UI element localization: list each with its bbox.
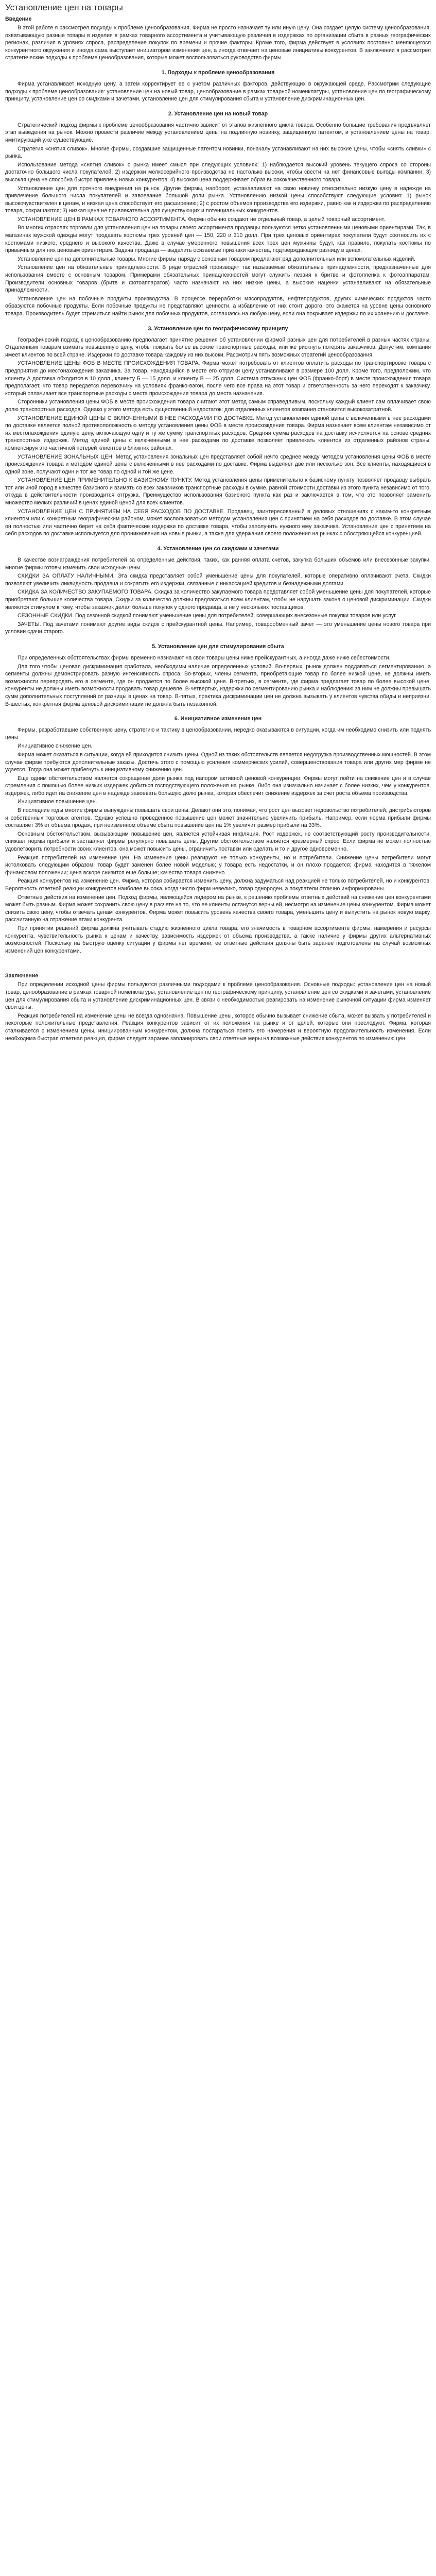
paragraph: УСТАНОВЛЕНИЕ ЗОНАЛЬНЫХ ЦЕН. Метод установления зональных цен представляет собой нечто среднее между методом установления цены ФОБ в месте происхождения товара и методом единой цены с включенными в нее расходами по доставке. Фирма выделяет две или несколько зон. Все клиенты, находящиеся в одной зоне, получают один и тот же товар по одной и той же цене. — [5, 453, 431, 475]
paragraph: УСТАНОВЛЕНИЕ ЦЕН В РАМКАХ ТОВАРНОГО АССОРТИМЕНТА. Фирмы обычно создают не отдельный товар, а целый товарный ассортимент. — [18, 216, 386, 223]
paragraph: УСТАНОВЛЕНИЕ ЦЕН ПРИМЕНИТЕЛЬНО К БАЗИСНОМУ ПУНКТУ. Метод установления цены применительно к базисному пункту позволяет продавцу выбрать тот или иной город в качестве базисного и взимать со всех заказчиков транспортные расходы в сумме, равной стоимости доставки из этого пункта независимо от того, откуда в действительности производится отгрузка. Преимущество использования базисного пункта как раз и заключается в том, что это позволяет заменить множество мелких различий в ценах единой ценой для всех клиентов. — [5, 477, 431, 506]
paragraph: СКИДКА ЗА КОЛИЧЕСТВО ЗАКУПАЕМОГО ТОВАРА. Скидка за количество закупаемого товара представляет собой уменьшение цены для покупателей, которые приобретают большие количества товара. Скидки за количество должны предлагаться всем клиентам, чтобы не нарушать закона о ценовой дискриминации. Скидки являются стимулом к тому, чтобы заказчик делал больше покупок у одного продавца, а не у нескольких поставщиков. — [5, 589, 431, 611]
paragraph: Установление цен на дополнительные товары. Многие фирмы наряду с основным товаром предлагают ряд дополнительных или вспомогательных изделий. — [18, 256, 415, 262]
paragraph: Фирмы, разработавшие собственную цену, стратегию и тактику в ценообразовании, нередко оказываются в ситуации, когда им необходимо снизить или поднять цены. — [5, 727, 431, 741]
paragraph: Основным обстоятельством, вызывающим повышение цен, является устойчивая инфляция. Рост издержек, не соответствующий росту производительности, снижает нормы прибыли и заставляет фирмы регулярно повышать цены. Другим обстоятельством является чрезмерный спрос. Если фирма не может полностью удовлетворить потребности своих клиентов, она может повысить цены, ограничить поставки или сделать и то и другое одновременно. — [5, 831, 431, 853]
paragraph: Фирма может оказаться в ситуации, когда ей приходится снизить цены. Одной из таких обстоятельств является недогрузка производственных мощностей. В этом случае фирме требуются дополнительные заказы. Достичь этого с помощью усиления коммерческих усилий, совершенствования товара или других мер фирме не удается. Тогда она может прибегнуть к инициативному снижению цен. — [5, 751, 431, 773]
paragraph: В последние годы многие фирмы вынуждены повышать свои цены. Делают они это, понимая, что рост цен вызовет недовольство потребителей, дистрибьюторов и собственных торговых агентов. Однако успешно проведенное повышение цен может значительно увеличить прибыль. Например, если норма прибыли фирмы составляет 3% от объема продаж, при неизменном объеме сбыта повышение цен на 1% увеличит размер прибыли на 33%. — [5, 807, 431, 829]
paragraph: Еще одним обстоятельством является сокращение доли рынка под напором активной ценовой конкуренции. Фирмы могут пойти на снижение цен и в случае стремления с помощью более низких издержек добиться господствующего положения на рынке. Либо она изначально начинает с более низких, чем у конкурентов, издержек, либо идет на снижение цен в надежде завоевать большую долю рынка, которая обеспечит снижение издержек за счет роста объема производства. — [5, 775, 431, 796]
section-heading: 6. Инициативное изменение цен — [174, 716, 262, 722]
section-heading: 2. Установление цен на новый товар — [168, 110, 268, 117]
paragraph: Фирма устанавливает исходную цену, а затем корректирует ее с учетом различных факторов, действующих в окружающей среде. Рассмотрим следующие подходы к проблеме ценообразования: установление цен на новый товар, ценообразование в рамках товарной номенклатуры, установление цен по географическому принципу, установление цен со скидками и зачетами, установление цен для стимулирования сбыта и установление дискриминационных цен. — [5, 80, 431, 103]
section-heading: 3. Установление цен по географическому принципу — [148, 325, 288, 332]
paragraph: В качестве вознаграждения потребителей за определенные действия, таких, как ранняя оплата счетов, закупка больших объемов или внесезонные закупки, многие фирмы готовы изменить свои исходные цены. — [5, 557, 431, 571]
section-heading: 5. Установление цен для стимулирования сбыта — [152, 643, 284, 650]
paragraph: Использование метода «снятия сливок» с рынка имеет смысл при следующих условиях: 1) наблюдается высокий уровень текущего спроса со стороны достаточно большого числа покупателей; 2) издержки мелкосерийного производства не настолько высоки, чтобы свести на нет финансовые выгоды компании; 3) высокая цена не способна быстро привлечь новых конкурентов; 4) высокая цена поддерживает образ высококачественного товара. — [5, 161, 431, 183]
paragraph: При определении исходной цены фирмы пользуются различными подходами к проблеме ценообразования. Основные подходы: установление цен на новый товар, ценообразование в рамках товарной номенклатуры, установление цен по географическому принципу, установление цен со скидками и зачетами, установление цен для стимулирования сбыта и установление дискриминационных цен. В связи с необходимостью реагировать на изменение рыночной ситуации фирма изменяет свои цены. — [5, 981, 431, 1011]
paragraph: Реакция конкурентов на изменение цен. Фирма, которая собирается изменить цену, должна задуматься над реакцией не только потребителей, но и конкурентов. Вероятность ответной реакции конкурентов наиболее высока, когда число фирм невелико, товар однороден, а покупатели отлично информированы. — [5, 878, 431, 892]
paragraph: УСТАНОВЛЕНИЕ ЦЕН С ПРИНЯТИЕМ НА СЕБЯ РАСХОДОВ ПО ДОСТАВКЕ. Продавец, заинтересованный в деловых отношениях с каким-то конкретным клиентом или с конкретным географическим районом, может воспользоваться методом установления цен с принятием на себя расходов по доставке. В этом случае он полностью или частично берет на себя фактические издержки по доставке товара, чтобы заполучить нужного ему заказчика. Установление цен с принятием на себя расходов по доставке используется для проникновения на новые рынки, а также для удержания своего положения на рынках с обостряющейся конкуренцией. — [5, 508, 431, 537]
document — [0, 0, 436, 1054]
paragraph: Реакция потребителей на изменение цен. На изменение цены реагируют не только конкуренты, но и потребители. Снижение цены потребители могут истолковать следующим образом: товар будет заменен более новой моделью; у товара есть недостатки, и он плохо продается; фирма находится в тяжелом финансовом положении; цена вскоре снизится еще больше; качество товара снижено. — [5, 854, 431, 876]
section-heading: 4. Установление цен со скидками и зачетами — [157, 546, 279, 552]
paragraph: Реакция потребителей на изменение цены не всегда однозначна. Повышение цены, которое обычно вызывает снижение сбыта, может вызвать у потребителей и некоторые положительные представления. Реакция конкурентов зависит от их положения на рынке и от целей, которые они преследуют. Фирма, которая сталкивается с изменением цены, инициированным конкурентом, должна постараться понять его намерения и вероятную продолжительность изменения. Если необходима быстрая ответная реакция, фирме следует заранее запланировать свои ответные меры на возможные действия конкурентов по изменению цен. — [5, 1012, 431, 1042]
paragraph: Для того чтобы ценовая дискриминация сработала, необходимы наличие определенных условий. Во-первых, рынок должен поддаваться сегментированию, а сегменты должны демонстрировать разную интенсивность спроса. Во-вторых, члены сегмента, приобретающие товар по более низкой цене, не должны иметь возможности перепродать его в сегменте, где он продается по более высокой цене. В-третьих, в сегменте, где фирма предлагает товар по более высокой цене, конкуренты не должны иметь возможности продавать товар дешевле. В-четвертых, издержки по сегментированию рынка и наблюдению за ним не должны превышать сумм дополнительных поступлений от разницы в ценах на товар. В-пятых, практика дискриминации цен не должна вызывать у клиентов чувства обиды и неприязни. В-шестых, конкретная форма ценовой дискриминации не должна быть незаконной. — [5, 663, 431, 707]
paragraph: Инициативное повышение цен. — [18, 799, 97, 805]
paragraph: Установление цен на побочные продукты производства. В процессе переработки мясопродуктов, нефтепродуктов, других химических продуктов часто образуются побочные продукты. Если побочные продукты не представляют ценности, а избавление от них стоит дорого, это скажется на уровне цены основного товара. Производитель будет стремиться найти рынок для побочных продуктов, соглашаясь на любую цену, если она покрывает издержки по их хранению и доставке. — [5, 295, 431, 317]
paragraph: Инициативное снижение цен. — [18, 743, 93, 750]
paragraph: Сторонники установления цены ФОБ в месте происхождения товара считают этот метод самым справедливым, поскольку каждый клиент сам оплачивает свою долю транспортных расходов. Однако у этого метода есть существенный недостаток: для отдаленных клиентов компания становится высокозатратной. — [5, 399, 431, 413]
paragraph: При определенных обстоятельствах фирмы временно назначают на свои товары цены ниже прейскурантных, а иногда даже ниже себестоимости. — [18, 654, 391, 661]
intro-heading: Введение — [5, 16, 32, 22]
page-title: Установление цен на товары — [5, 3, 123, 12]
paragraph: Установление цен на обязательные принадлежности. В ряде отраслей производят так называемые обязательные принадлежности, предназначенные для использования вместе с основным товаром. Примерами обязательных принадлежностей могут служить лезвия к бритве и фотопленка к фотоаппаратам. Производители основных товаров (бритв и фотоаппаратов) часто назначают на них низкие цены, а высокие наценки устанавливают на обязательные принадлежности. — [5, 264, 431, 294]
paragraph: Во многих отраслях торговли для установления цен на товары своего ассортимента продавцы пользуются четко установленными ценовыми ориентирами. Так, в магазинах мужской одежды могут продавать костюмы трех уровней цен — 150, 220 и 310 долл. При трех ценовых ориентирах покупатели будут соотносить их с костюмами низкого, среднего и высокого качества. Даже в случае умеренного повышения всех трех цен мужчины будут, как правило, покупать костюмы по привычным для них ценовым ориентирам. Задача продавца — выделить осязаемые признаки качества, подтверждающие разницу в ценах. — [5, 225, 431, 254]
paragraph: УСТАНОВЛЕНИЕ ЦЕНЫ ФОБ В МЕСТЕ ПРОИСХОЖДЕНИЯ ТОВАРА. Фирма может потребовать от клиентов оплатить расходы по транспортировке товара с предприятия до местонахождения заказчика. За товар, находящийся в месте его отгрузки цену устанавливают в размере 100 долл. Кроме того, предположим, что клиенту А доставка обходится в 10 долл., клиенту Б — 15 долл. и клиенту В — 25 долл. Система отпускных цен ФОБ (франко-борт) в месте происхождения товара предполагает, что товар передается перевозчику на условиях франко-вагон, после чего все права на этот товар и ответственность за него переходят к заказчику, который оплачивает все транспортные расходы с места происхождения товара до места назначения. — [5, 360, 431, 397]
paragraph: Стратегия «снятия сливок». Многие фирмы, создавшие защищенные патентом новинки, поначалу устанавливают на них высокие цены, чтобы «снять сливки» с рынка. — [5, 145, 431, 160]
paragraph: СЕЗОННЫЕ СКИДКИ. Под сезонной скидкой понимают уменьшение цены для потребителей, совершающих внесезонные покупки товаров или услуг. — [18, 613, 397, 619]
paragraph: Стратегический подход фирмы к проблеме ценообразования частично зависит от этапов жизненного цикла товара. Особенно большие требования предъявляет этап выведения на рынок. Можно провести различие между установлением цены на подлинную новинку, защищенную патентом, и установлением цены на товар, имитирующий уже существующие. — [5, 122, 431, 143]
paragraph: В этой работе я рассмотрел подходы к проблеме ценообразования. Фирма не просто назначает ту или иную цену. Она создает целую систему ценообразования, охватывающую разные товары в изделия в рамках товарного ассортимента и учитывающую различия в издержках по организации сбыта в разных географических регионах, различия в уровнях спроса, распределение покупок по времени и прочие факторы. Кроме того, фирма действует в условиях постоянно меняющегося конкурентного окружения и иногда сама выступает инициатором изменения цен, а иногда отвечает на ценовые инициативы конкурентов. В заключении я рассмотрел стратегические подходы к проблеме ценообразования, которые может воспользоваться руководство фирмы. — [5, 25, 431, 61]
document-body — [5, 24, 431, 1042]
section-heading: 1. Подходы к проблеме ценообразования — [161, 69, 275, 76]
paragraph: СКИДКИ ЗА ОПЛАТУ НАЛИЧНЫМИ. Эта скидка представляет собой уменьшение цены для покупателей, которые оперативно оплачивают счета. Скидки позволяют увеличить ликвидность продавца и сократить его издержки, связанные с инкассацией кредитов и безнадежными долгами. — [5, 573, 431, 587]
conclusion-heading: Заключение — [5, 973, 39, 979]
paragraph: Установление цен для прочного внедрения на рынок. Другие фирмы, наоборот, устанавливают на свою новинку относительно низкую цену в надежде на привлечение большого числа покупателей и завоевание большой доли рынка. Установлению низкой цены способствуют следующие условия: 1) рынок высокочувствителен к ценам, и низкая цена способствует его расширению; 2) с ростом объемов производства его издержки, равно как и издержки по распределению товара, сокращаются; 3) низкая цена не привлекательна для существующих и потенциальных конкурентов. — [5, 185, 431, 214]
paragraph: УСТАНОВЛЕНИЕ ЕДИНОЙ ЦЕНЫ С ВКЛЮЧЕННЫМИ В НЕЕ РАСХОДАМИ ПО ДОСТАВКЕ. Метод установления единой цены с включенными в нее расходами по доставке является полной противоположностью методу установления цены ФОБ в месте происхождения товара. Фирма назначает всем клиентам независимо от их местонахождения единую цену, включающую одну и ту же сумму транспортных расходов. Средняя сумма расходов на доставку исчисляется на основе средних транспортных издержек. Метод единой цены с включенными в нее расходами по доставке позволяет привлекать клиентов из отдаленных районов страны, компенсируя это частичной потерей клиентов в ближних районах. — [5, 415, 431, 451]
paragraph: При принятии решений фирма должна учитывать стадию жизненного цикла товара, его значимость в товарном ассортименте фирмы, намерения и ресурсы конкурента, чувствительность рынка к ценам и качеству, зависимость издержек от объема производства, а также наличие у фирмы других альтернативных возможностей. Поскольку на быструю оценку ситуации у фирмы нет времени, ее ответные действия должны быть заранее подготовлены на случай возможных изменений цен конкурентами. — [5, 925, 431, 954]
paragraph: Ответные действия на изменение цен. Подход фирмы, являющейся лидером на рынке, к решению проблемы ответных действий на снижение цен конкурентами может быть разным. Фирма может сохранить свою цену в расчете на то, что ее клиенты останутся верны ей, несмотря на изменение цены конкурентом. Фирма может снизить свою цену, чтобы отвечать ценам конкурентов. Фирма может повысить уровень качества своего товара, уменьшить цену и выпустить на рынок новую марку, рассчитанную на отражение атаки конкурента. — [5, 894, 431, 923]
paragraph: Географический подход к ценообразованию предполагает принятие решения об установлении фирмой разных цен для потребителей в разных частях страны. Отдаленным товарам взимать повышенную цену, чтобы покрыть более высокие транспортные расходы, или же рискнуть потерять заказчиков. Допустим, компания имеет клиентов по всей стране. Издержки по доставке товара каждому из них высоки. Рассмотрим пять возможных стратегий ценообразования. — [5, 336, 431, 358]
paragraph: ЗАЧЕТЫ. Под зачетами понимают другие виды скидок с прейскурантной цены. Например, товарообменный зачет — это уменьшение цены нового товара при условии сдачи старого. — [5, 621, 431, 635]
